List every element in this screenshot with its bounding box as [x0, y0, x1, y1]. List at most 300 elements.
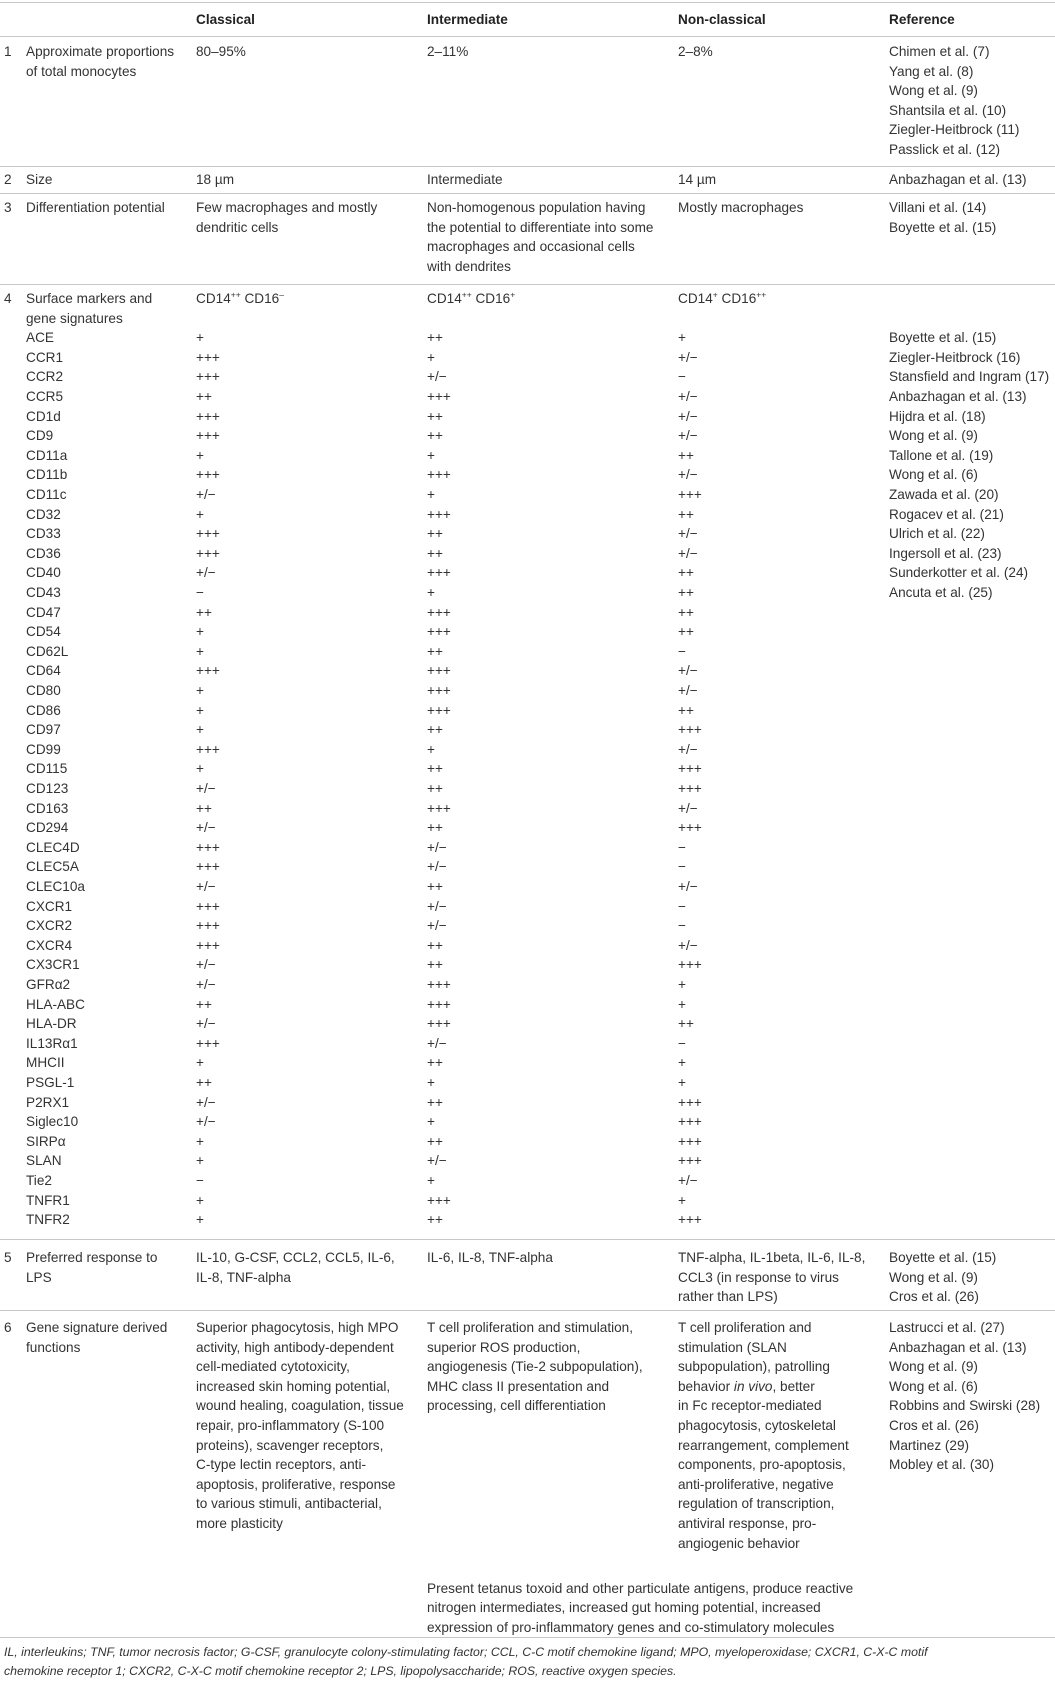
classical-cell: 18 µm — [196, 172, 235, 187]
marker-classical: + — [196, 1212, 204, 1228]
marker-name: CD115 — [26, 761, 68, 777]
marker-nonclassical: +++ — [678, 1212, 702, 1228]
classical-phenotype — [196, 289, 284, 309]
phenotype-marker-b: CD16 — [471, 291, 511, 306]
nonclassical-cell: in Fc receptor-mediated — [678, 1398, 822, 1414]
nonclassical-cell: phagocytosis, cytoskeletal — [678, 1418, 836, 1433]
marker-nonclassical: + — [678, 977, 686, 992]
marker-intermediate: +++ — [427, 663, 451, 679]
marker-nonclassical: ++ — [678, 447, 694, 463]
row-number: 5 — [4, 1250, 12, 1265]
marker-intermediate: +/− — [427, 1153, 447, 1169]
text-run: , better — [772, 1378, 815, 1394]
marker-intermediate: + — [427, 349, 435, 365]
row-label: Approximate proportions — [26, 44, 175, 59]
footnote-line: IL, interleukins; TNF, tumor necrosis factor; G-CSF, granulocyte colony-stimulating factor; CCL, C-C motif chemokine ligand; MPO, myeloperoxidase; CXCR1, C-X-C motif — [4, 1645, 928, 1659]
marker-classical: + — [196, 722, 204, 738]
marker-reference: Wong et al. (6) — [889, 467, 978, 483]
marker-classical: ++ — [196, 800, 212, 816]
marker-intermediate: +/− — [427, 1035, 447, 1051]
intermediate-cell: Non-homogenous population having — [427, 200, 646, 215]
marker-reference: Wong et al. (9) — [889, 428, 978, 444]
marker-classical: +++ — [196, 408, 220, 424]
marker-intermediate: ++ — [427, 1094, 443, 1110]
marker-name: HLA-DR — [26, 1016, 77, 1032]
marker-classical: − — [196, 585, 204, 600]
marker-intermediate: ++ — [427, 1212, 443, 1228]
phenotype-level-a: ++ — [461, 289, 472, 300]
marker-intermediate: ++ — [427, 1055, 443, 1071]
intermediate-cell: the potential to differentiate into some — [427, 219, 654, 235]
marker-nonclassical: +/− — [678, 428, 698, 444]
marker-name: MHCII — [26, 1055, 65, 1071]
intermediate-cell: MHC class II presentation and — [427, 1378, 610, 1394]
reference-cell: Ziegler-Heitbrock (11) — [889, 122, 1020, 138]
marker-name: CCR2 — [26, 369, 64, 385]
classical-cell: Superior phagocytosis, high MPO — [196, 1320, 399, 1335]
nonclassical-cell: Mostly macrophages — [678, 200, 804, 215]
classical-cell: cell-mediated cytotoxicity, — [196, 1359, 350, 1375]
text-run: behavior — [678, 1378, 734, 1394]
marker-nonclassical: +/− — [678, 800, 698, 816]
marker-nonclassical: ++ — [678, 585, 694, 600]
marker-name: GFRα2 — [26, 977, 71, 992]
shared-function-text: expression of pro-inflammatory genes and co-stimulatory molecules — [427, 1620, 835, 1635]
marker-intermediate: +++ — [427, 565, 451, 581]
phenotype-marker-b: CD16 — [240, 291, 280, 306]
rule-section-5 — [0, 1310, 1055, 1311]
marker-name: CD1d — [26, 408, 61, 424]
marker-name: CD40 — [26, 565, 61, 581]
marker-nonclassical: +/− — [678, 545, 698, 561]
marker-classical: +/− — [196, 487, 216, 502]
classical-cell: proteins), scavenger receptors, — [196, 1437, 384, 1453]
marker-intermediate: + — [427, 447, 435, 463]
marker-intermediate: +/− — [427, 898, 447, 914]
marker-name: CD11b — [26, 467, 68, 483]
marker-reference: Hijdra et al. (18) — [889, 408, 986, 424]
marker-nonclassical: − — [678, 839, 686, 855]
marker-intermediate: +/− — [427, 839, 447, 855]
intermediate-cell: IL-6, IL-8, TNF-alpha — [427, 1250, 553, 1265]
marker-nonclassical: +/− — [678, 389, 698, 404]
nonclassical-cell: stimulation (SLAN — [678, 1339, 787, 1355]
marker-intermediate: +++ — [427, 604, 451, 620]
marker-classical: +/− — [196, 781, 216, 796]
intermediate-cell: 2–11% — [427, 44, 469, 59]
marker-nonclassical: +++ — [678, 722, 702, 738]
marker-intermediate: ++ — [427, 957, 443, 973]
marker-classical: +++ — [196, 1035, 220, 1051]
marker-classical: +++ — [196, 898, 220, 914]
reference-cell: Chimen et al. (7) — [889, 44, 990, 59]
header-nonclassical: Non-classical — [678, 12, 766, 27]
nonclassical-cell: rather than LPS) — [678, 1289, 778, 1305]
classical-cell: IL-8, TNF-alpha — [196, 1269, 291, 1285]
marker-intermediate: ++ — [427, 408, 443, 424]
intermediate-cell: angiogenesis (Tie-2 subpopulation), — [427, 1359, 643, 1375]
marker-intermediate: ++ — [427, 781, 443, 796]
rule-top — [0, 2, 1055, 3]
row-label: Surface markers and — [26, 291, 153, 306]
nonclassical-cell: CCL3 (in response to virus — [678, 1269, 839, 1285]
marker-intermediate: ++ — [427, 879, 443, 894]
marker-intermediate: ++ — [427, 761, 443, 777]
marker-classical: +++ — [196, 467, 220, 483]
marker-reference: Ulrich et al. (22) — [889, 526, 985, 542]
marker-classical: ++ — [196, 996, 212, 1012]
reference-cell: Wong et al. (6) — [889, 1378, 978, 1394]
marker-name: CXCR2 — [26, 918, 73, 934]
marker-classical: + — [196, 506, 204, 522]
row-number: 1 — [4, 44, 12, 59]
marker-nonclassical: + — [678, 1192, 686, 1208]
marker-nonclassical: +/− — [678, 937, 698, 953]
classical-cell: 80–95% — [196, 44, 246, 59]
marker-name: P2RX1 — [26, 1094, 70, 1110]
phenotype-marker-a: CD14 — [427, 291, 462, 306]
marker-name: CD54 — [26, 624, 61, 640]
nonclassical-cell: antiviral response, pro- — [678, 1516, 817, 1531]
marker-classical: + — [196, 1192, 204, 1208]
row-label: Preferred response to — [26, 1250, 158, 1265]
marker-intermediate: + — [427, 487, 435, 502]
marker-name: CD294 — [26, 820, 69, 836]
marker-name: CCR5 — [26, 389, 64, 404]
marker-intermediate: + — [427, 1173, 435, 1188]
row-number: 2 — [4, 172, 12, 187]
marker-classical: + — [196, 1055, 204, 1071]
marker-nonclassical: +++ — [678, 761, 702, 777]
intermediate-cell: processing, cell differentiation — [427, 1398, 606, 1414]
reference-cell: Passlick et al. (12) — [889, 142, 1001, 157]
marker-nonclassical: − — [678, 643, 686, 659]
marker-intermediate: ++ — [427, 643, 443, 659]
marker-intermediate: +++ — [427, 977, 451, 992]
reference-cell: Boyette et al. (15) — [889, 219, 997, 235]
marker-classical: +/− — [196, 879, 216, 894]
marker-classical: + — [196, 702, 204, 718]
rule-section-2 — [0, 193, 1055, 194]
marker-nonclassical: +/− — [678, 683, 698, 698]
marker-intermediate: +++ — [427, 506, 451, 522]
nonclassical-cell: T cell proliferation and — [678, 1320, 812, 1335]
marker-classical: + — [196, 447, 204, 463]
classical-cell: dendritic cells — [196, 219, 279, 235]
nonclassical-cell: 2–8% — [678, 44, 713, 59]
marker-intermediate: + — [427, 1114, 435, 1130]
marker-nonclassical: − — [678, 1035, 686, 1051]
reference-cell: Shantsila et al. (10) — [889, 102, 1007, 118]
marker-reference: Boyette et al. (15) — [889, 330, 997, 346]
marker-classical: + — [196, 624, 204, 640]
marker-classical: ++ — [196, 1075, 212, 1090]
marker-intermediate: +++ — [427, 1016, 451, 1032]
marker-nonclassical: + — [678, 1075, 686, 1090]
phenotype-marker-a: CD14 — [196, 291, 231, 306]
marker-reference: Ancuta et al. (25) — [889, 585, 993, 600]
reference-cell: Mobley et al. (30) — [889, 1457, 995, 1473]
marker-nonclassical: + — [678, 330, 686, 346]
marker-nonclassical: ++ — [678, 624, 694, 640]
marker-intermediate: +/− — [427, 918, 447, 934]
reference-cell: Lastrucci et al. (27) — [889, 1320, 1005, 1335]
marker-name: PSGL-1 — [26, 1075, 75, 1090]
marker-intermediate: +++ — [427, 624, 451, 640]
marker-name: CLEC4D — [26, 839, 80, 855]
reference-cell: Wong et al. (9) — [889, 1359, 978, 1375]
rule-section-3 — [0, 284, 1055, 285]
marker-name: Tie2 — [26, 1173, 52, 1188]
marker-intermediate: +++ — [427, 996, 451, 1012]
marker-reference: Ingersoll et al. (23) — [889, 545, 1002, 561]
marker-classical: +/− — [196, 1094, 216, 1110]
marker-name: ACE — [26, 330, 54, 346]
footnote-line: chemokine receptor 1; CXCR2, C-X-C motif chemokine receptor 2; LPS, lipopolysaccharide; ROS, reactive oxygen species. — [4, 1664, 677, 1678]
classical-cell: apoptosis, proliferative, response — [196, 1476, 396, 1492]
marker-nonclassical: ++ — [678, 565, 694, 581]
marker-name: CD97 — [26, 722, 61, 738]
marker-nonclassical: ++ — [678, 1016, 694, 1032]
marker-classical: +++ — [196, 741, 220, 757]
row-number: 3 — [4, 200, 12, 215]
marker-classical: +++ — [196, 663, 220, 679]
reference-cell: Anbazhagan et al. (13) — [889, 172, 1027, 187]
marker-classical: +++ — [196, 349, 220, 365]
marker-name: TNFR1 — [26, 1192, 70, 1208]
marker-name: CX3CR1 — [26, 957, 80, 973]
phenotype-level-a: ++ — [230, 289, 241, 300]
marker-nonclassical: − — [678, 369, 686, 385]
marker-nonclassical: ++ — [678, 604, 694, 620]
marker-classical: +/− — [196, 565, 216, 581]
nonclassical-cell: subpopulation), patrolling — [678, 1359, 830, 1375]
marker-nonclassical: +++ — [678, 957, 702, 973]
marker-classical: + — [196, 1153, 204, 1169]
marker-intermediate: + — [427, 585, 435, 600]
phenotype-marker-b: CD16 — [717, 291, 757, 306]
reference-cell: Wong et al. (9) — [889, 83, 978, 99]
marker-classical: +++ — [196, 859, 220, 875]
classical-cell: wound healing, coagulation, tissue — [196, 1398, 404, 1414]
marker-name: CD11a — [26, 447, 68, 463]
classical-cell: Few macrophages and mostly — [196, 200, 378, 215]
marker-intermediate: ++ — [427, 820, 443, 836]
marker-reference: Stansfield and Ingram (17) — [889, 369, 1050, 385]
marker-name: CXCR4 — [26, 937, 73, 953]
phenotype-level-a: + — [712, 289, 718, 300]
marker-intermediate: +++ — [427, 1192, 451, 1208]
marker-nonclassical: +++ — [678, 1133, 702, 1149]
phenotype-level-b: ++ — [756, 289, 767, 300]
marker-nonclassical: +/− — [678, 741, 698, 757]
rule-bottom — [0, 1637, 1055, 1638]
marker-name: SIRPα — [26, 1133, 66, 1149]
reference-cell: Boyette et al. (15) — [889, 1250, 997, 1265]
marker-intermediate: +++ — [427, 467, 451, 483]
marker-name: CD11c — [26, 487, 67, 502]
classical-cell: IL-10, G-CSF, CCL2, CCL5, IL-6, — [196, 1250, 395, 1265]
shared-function-text: nitrogen intermediates, increased gut homing potential, increased — [427, 1600, 821, 1616]
marker-classical: +++ — [196, 545, 220, 561]
marker-name: HLA-ABC — [26, 996, 85, 1012]
marker-name: CD32 — [26, 506, 61, 522]
classical-cell: C-type lectin receptors, anti- — [196, 1457, 366, 1473]
marker-name: CD62L — [26, 643, 69, 659]
nonclassical-cell: TNF-alpha, IL-1beta, IL-6, IL-8, — [678, 1250, 866, 1265]
reference-cell: Anbazhagan et al. (13) — [889, 1339, 1027, 1355]
nonclassical-cell: rearrangement, complement — [678, 1437, 849, 1453]
reference-cell: Robbins and Swirski (28) — [889, 1398, 1041, 1414]
marker-nonclassical: +++ — [678, 781, 702, 796]
marker-nonclassical: − — [678, 918, 686, 934]
marker-intermediate: +/− — [427, 369, 447, 385]
marker-name: CD33 — [26, 526, 61, 542]
phenotype-level-b: + — [510, 289, 516, 300]
row-label: Size — [26, 172, 53, 187]
marker-name: CD36 — [26, 545, 61, 561]
marker-name: CLEC10a — [26, 879, 85, 894]
intermediate-cell: Intermediate — [427, 172, 503, 187]
intermediate-phenotype — [427, 289, 515, 309]
row-label: gene signatures — [26, 310, 123, 326]
header-classical: Classical — [196, 12, 255, 27]
marker-name: CD47 — [26, 604, 61, 620]
nonclassical-cell: components, pro-apoptosis, — [678, 1457, 846, 1473]
marker-classical: +/− — [196, 1114, 216, 1130]
marker-nonclassical: +++ — [678, 1114, 702, 1130]
marker-intermediate: +++ — [427, 800, 451, 816]
marker-intermediate: ++ — [427, 722, 443, 738]
row-number: 6 — [4, 1320, 12, 1335]
marker-nonclassical: +/− — [678, 879, 698, 894]
marker-name: CD86 — [26, 702, 61, 718]
phenotype-marker-a: CD14 — [678, 291, 713, 306]
classical-cell: increased skin homing potential, — [196, 1378, 391, 1394]
reference-cell: Cros et al. (26) — [889, 1289, 979, 1305]
marker-nonclassical: +/− — [678, 663, 698, 679]
marker-nonclassical: +++ — [678, 820, 702, 836]
marker-nonclassical: ++ — [678, 506, 694, 522]
marker-name: TNFR2 — [26, 1212, 70, 1228]
marker-intermediate: +++ — [427, 389, 451, 404]
rule-section-1 — [0, 166, 1055, 167]
row-label: functions — [26, 1339, 81, 1355]
marker-nonclassical: +++ — [678, 1094, 702, 1110]
marker-classical: + — [196, 643, 204, 659]
marker-classical: +++ — [196, 937, 220, 953]
rule-section-4 — [0, 1239, 1055, 1240]
rule-header — [0, 36, 1055, 37]
table-footnote — [4, 1643, 1049, 1681]
marker-classical: +++ — [196, 428, 220, 444]
marker-classical: +/− — [196, 957, 216, 973]
nonclassical-cell: angiogenic behavior — [678, 1535, 800, 1551]
row-label: LPS — [26, 1269, 52, 1285]
nonclassical-cell: 14 µm — [678, 172, 717, 187]
marker-intermediate: ++ — [427, 526, 443, 542]
marker-classical: +/− — [196, 1016, 216, 1032]
marker-intermediate: ++ — [427, 1133, 443, 1149]
marker-classical: +++ — [196, 839, 220, 855]
marker-name: CD43 — [26, 585, 61, 600]
marker-nonclassical: +++ — [678, 487, 702, 502]
marker-nonclassical: +/− — [678, 349, 698, 365]
marker-reference: Anbazhagan et al. (13) — [889, 389, 1027, 404]
marker-intermediate: + — [427, 1075, 435, 1090]
marker-reference: Sunderkotter et al. (24) — [889, 565, 1029, 581]
classical-cell: to various stimuli, antibacterial, — [196, 1496, 382, 1512]
marker-classical: + — [196, 330, 204, 346]
phenotype-level-b: – — [279, 289, 284, 300]
marker-intermediate: +/− — [427, 859, 447, 875]
marker-intermediate: ++ — [427, 428, 443, 444]
marker-name: CD163 — [26, 800, 69, 816]
marker-nonclassical: +/− — [678, 408, 698, 424]
marker-nonclassical: +/− — [678, 467, 698, 483]
intermediate-cell: superior ROS production, — [427, 1339, 581, 1355]
marker-nonclassical: +/− — [678, 1173, 698, 1188]
marker-classical: + — [196, 683, 204, 698]
marker-nonclassical: ++ — [678, 702, 694, 718]
marker-name: Siglec10 — [26, 1114, 79, 1130]
marker-name: CD123 — [26, 781, 69, 796]
marker-classical: + — [196, 1133, 204, 1149]
intermediate-cell: macrophages and occasional cells — [427, 239, 635, 255]
marker-name: SLAN — [26, 1153, 62, 1169]
nonclassical-cell — [678, 1377, 815, 1397]
reference-cell: Cros et al. (26) — [889, 1418, 979, 1433]
marker-nonclassical: +++ — [678, 1153, 702, 1169]
marker-name: CD80 — [26, 683, 61, 698]
marker-nonclassical: − — [678, 898, 686, 914]
nonclassical-cell: anti-proliferative, negative — [678, 1476, 834, 1492]
marker-nonclassical: + — [678, 1055, 686, 1071]
marker-reference: Tallone et al. (19) — [889, 447, 994, 463]
row-label: Differentiation potential — [26, 200, 165, 215]
marker-name: CXCR1 — [26, 898, 73, 914]
marker-classical: +/− — [196, 977, 216, 992]
marker-nonclassical: +/− — [678, 526, 698, 542]
marker-name: CCR1 — [26, 349, 64, 365]
classical-cell: more plasticity — [196, 1516, 283, 1531]
marker-nonclassical: + — [678, 996, 686, 1012]
intermediate-cell: T cell proliferation and stimulation, — [427, 1320, 634, 1335]
marker-classical: − — [196, 1173, 204, 1188]
marker-intermediate: +++ — [427, 702, 451, 718]
in-vivo-italic: in vivo — [733, 1378, 773, 1394]
nonclassical-cell: regulation of transcription, — [678, 1496, 835, 1512]
row-number: 4 — [4, 291, 12, 306]
marker-classical: +++ — [196, 918, 220, 934]
marker-intermediate: ++ — [427, 330, 443, 346]
marker-classical: ++ — [196, 389, 212, 404]
header-intermediate: Intermediate — [427, 12, 508, 27]
marker-reference: Rogacev et al. (21) — [889, 506, 1004, 522]
reference-cell: Villani et al. (14) — [889, 200, 987, 215]
marker-name: CD64 — [26, 663, 61, 679]
marker-name: CD9 — [26, 428, 54, 444]
marker-reference: Zawada et al. (20) — [889, 487, 999, 502]
marker-name: IL13Rα1 — [26, 1035, 78, 1051]
marker-nonclassical: − — [678, 859, 686, 875]
classical-cell: activity, high antibody-dependent — [196, 1339, 394, 1355]
marker-reference: Ziegler-Heitbrock (16) — [889, 349, 1021, 365]
marker-classical: ++ — [196, 604, 212, 620]
reference-cell: Martinez (29) — [889, 1437, 970, 1453]
reference-cell: Yang et al. (8) — [889, 63, 974, 79]
row-label: of total monocytes — [26, 63, 137, 79]
